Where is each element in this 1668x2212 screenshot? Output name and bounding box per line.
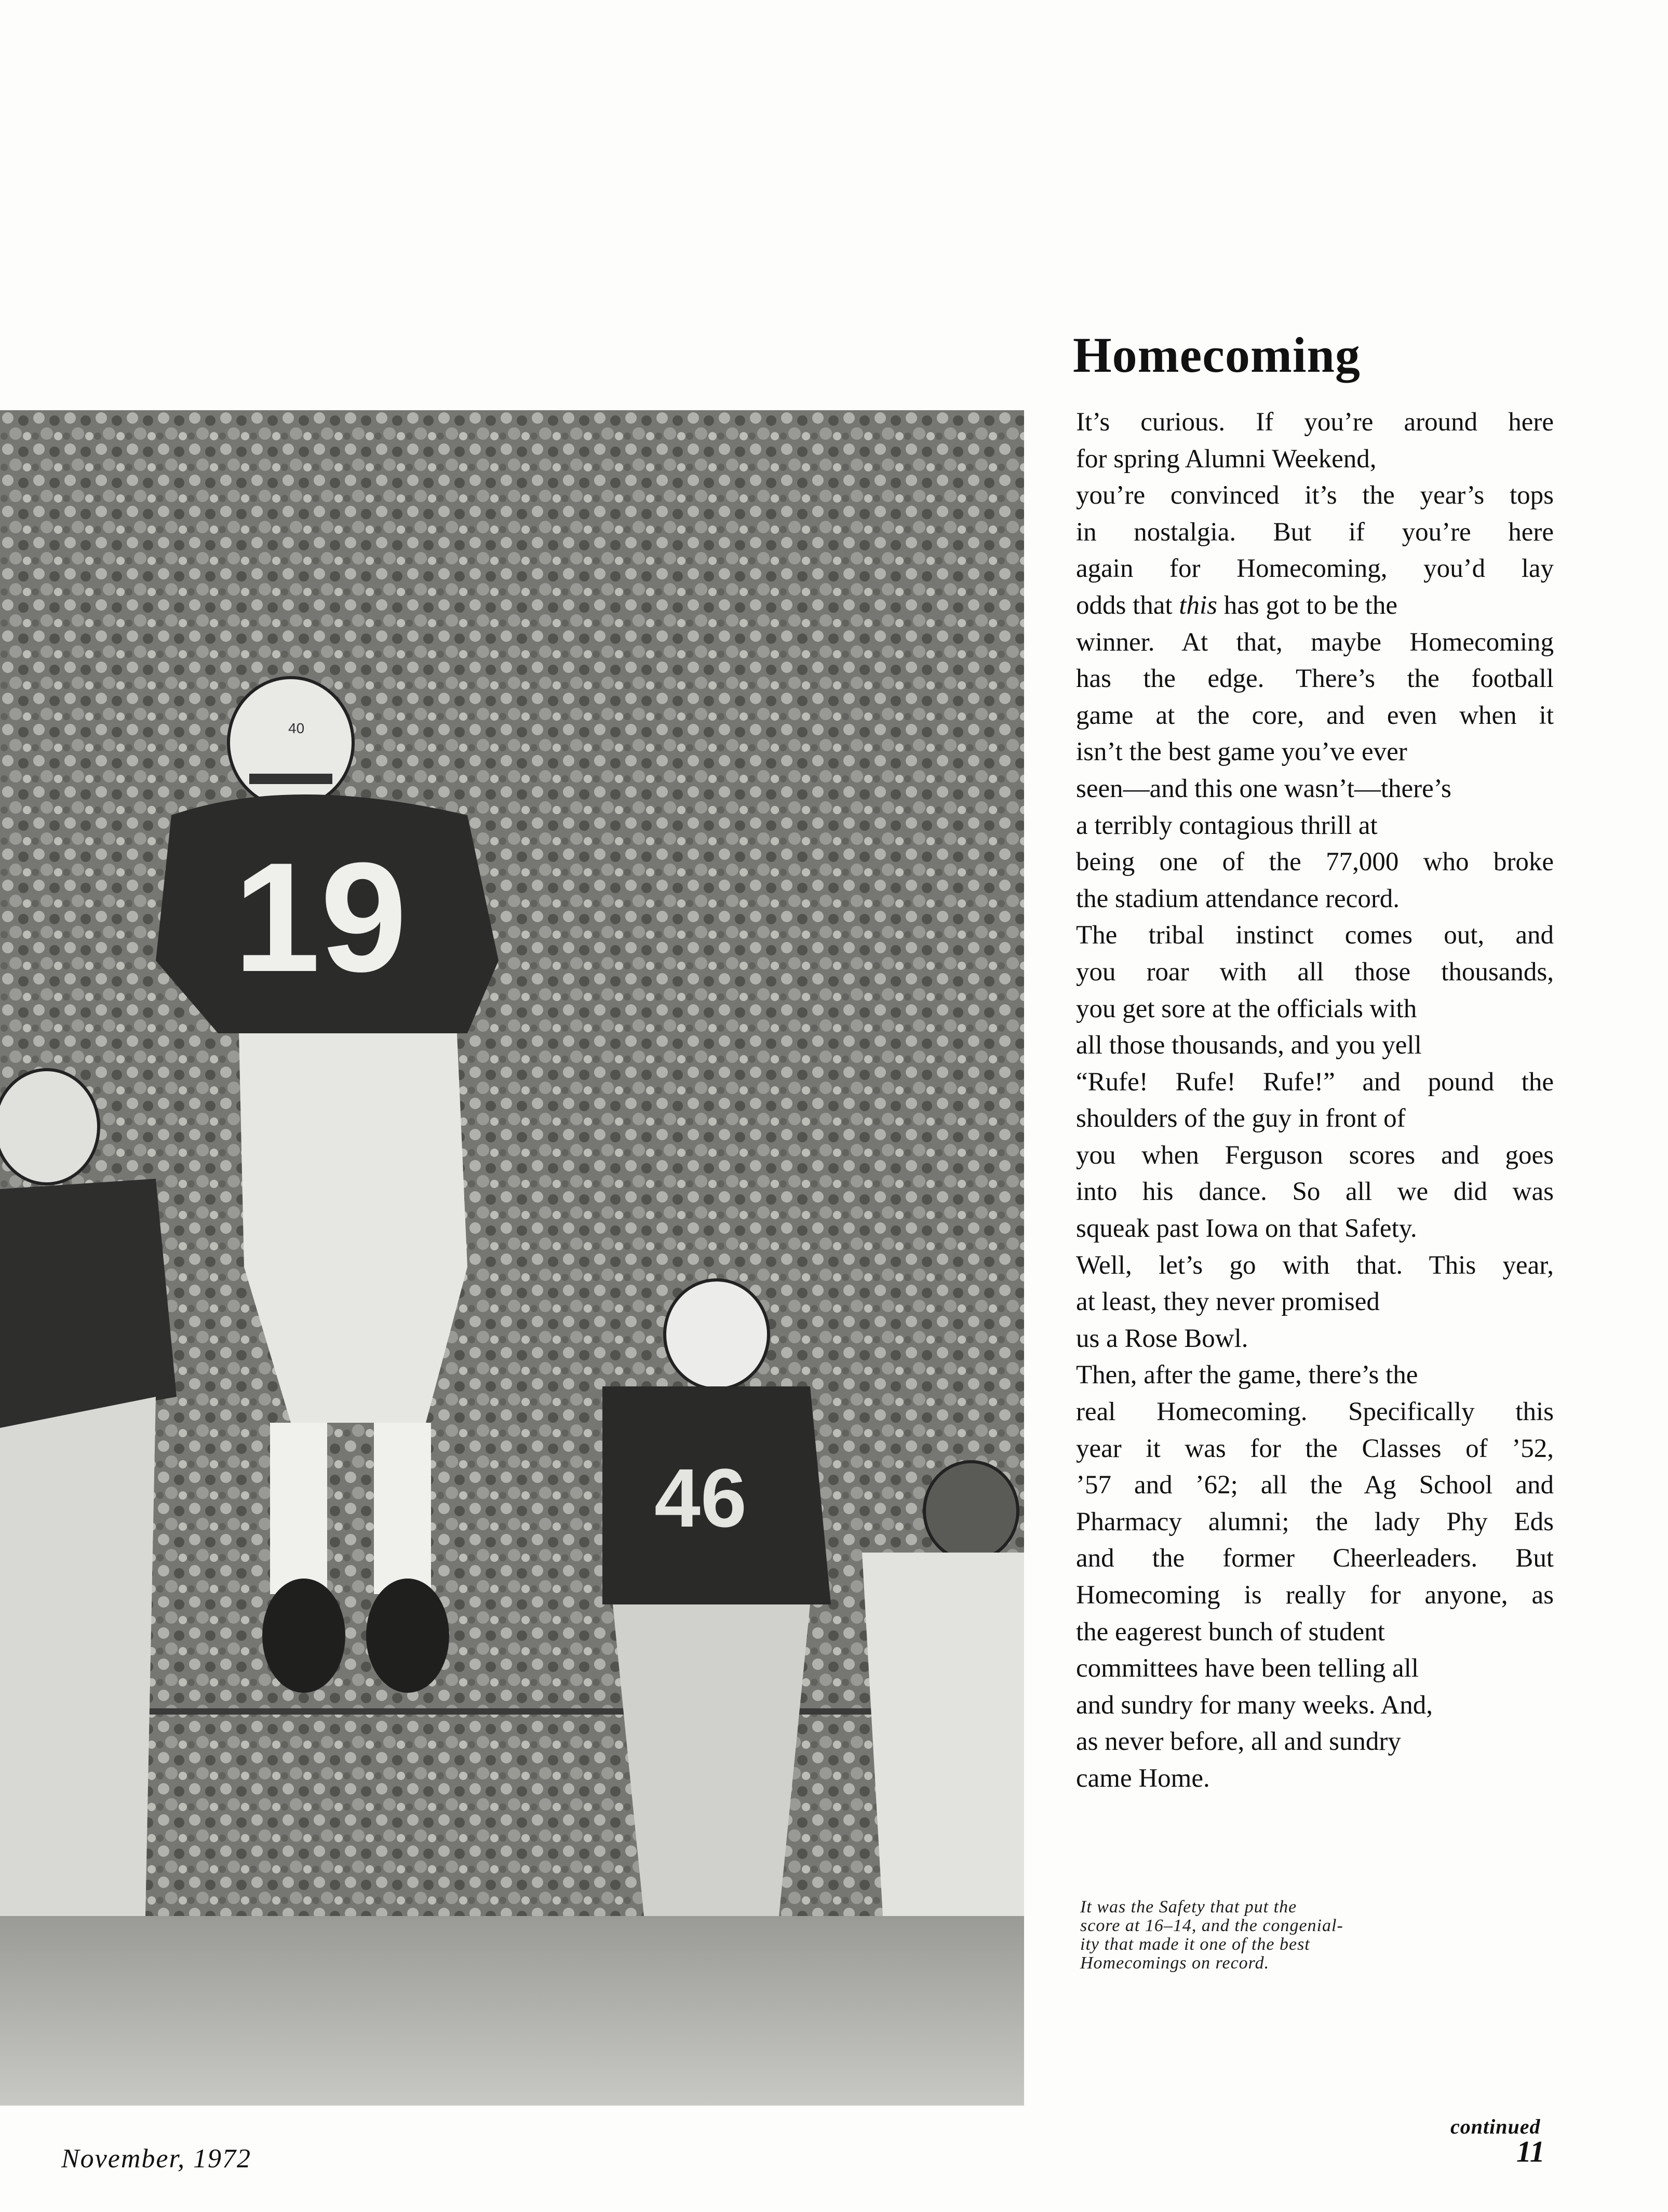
body-line: The tribal instinct comes out, and [1076,921,1554,950]
body-line: Then, after the game, there’s the [1076,1360,1418,1390]
continued-label: continued [1450,2115,1541,2138]
body-line: seen—and this one wasn’t—there’s [1076,774,1451,803]
body-line: a terribly contagious thrill at [1076,811,1378,840]
article-body [1076,404,1554,1797]
caption-line: ity that made it one of the best [1080,1935,1310,1954]
football-photo [0,410,1024,2106]
body-line: It’s curious. If you’re around here [1076,408,1554,437]
body-line: winner. At that, maybe Homecoming [1076,627,1554,657]
caption-line: Homecomings on record. [1080,1953,1270,1973]
svg-text:19: 19 [234,830,407,1004]
body-line: Pharmacy alumni; the lady Phy Eds [1076,1507,1554,1536]
caption-line: It was the Safety that put the [1080,1897,1297,1917]
caption-line: score at 16–14, and the congenial- [1080,1916,1343,1935]
body-line: you get sore at the officials with [1076,994,1417,1023]
body-line: squeak past Iowa on that Safety. [1076,1214,1417,1244]
body-line: ’57 and ’62; all the Ag School and [1076,1471,1554,1500]
body-line: committees have been telling all [1076,1654,1419,1683]
body-line: in nostalgia. But if you’re here [1076,517,1554,547]
body-line: us a Rose Bowl. [1076,1324,1248,1353]
body-line: year it was for the Classes of ’52, [1076,1434,1554,1463]
svg-text:46: 46 [654,1451,747,1544]
body-line: being one of the 77,000 who broke [1076,847,1554,877]
body-line: shoulders of the guy in front of [1076,1104,1406,1134]
body-line-start: odds that [1076,590,1179,620]
body-line: the eagerest bunch of student [1076,1617,1385,1647]
body-line: Well, let’s go with that. This year, [1076,1250,1554,1280]
photo-caption [1080,1898,1433,1973]
issue-date: November, 1972 [61,2144,251,2174]
body-line: real Homecoming. Specifically this [1076,1397,1554,1427]
svg-text:40: 40 [288,720,305,736]
body-line: you’re convinced it’s the year’s tops [1076,481,1554,510]
football-photo-image [0,410,1024,2106]
body-line: into his dance. So all we did was [1076,1177,1554,1207]
body-line: isn’t the best game you’ve ever [1076,737,1407,767]
article-headline: Homecoming [1073,327,1361,383]
body-line: all those thousands, and you yell [1076,1031,1422,1060]
body-line: for spring Alumni Weekend, [1076,444,1377,474]
body-line [1076,587,1554,624]
body-line: you roar with all those thousands, [1076,957,1554,987]
body-line: at least, they never promised [1076,1287,1380,1317]
body-line: has the edge. There’s the football [1076,664,1554,694]
body-line: game at the core, and even when it [1076,700,1554,730]
body-line: Homecoming is really for anyone, as [1076,1581,1554,1610]
body-line: came Home. [1076,1763,1210,1793]
body-line: you when Ferguson scores and goes [1076,1140,1554,1170]
body-italic-word: this [1179,590,1218,620]
page-number: 11 [1516,2135,1545,2168]
body-line: and the former Cheerleaders. But [1076,1544,1554,1573]
body-line: the stadium attendance record. [1076,884,1400,913]
body-line: as never before, all and sundry [1076,1727,1401,1757]
body-line: “Rufe! Rufe! Rufe!” and pound the [1076,1067,1554,1097]
body-line: and sundry for many weeks. And, [1076,1690,1433,1720]
body-line: again for Homecoming, you’d lay [1076,554,1554,584]
body-line-end: has got to be the [1217,590,1398,620]
